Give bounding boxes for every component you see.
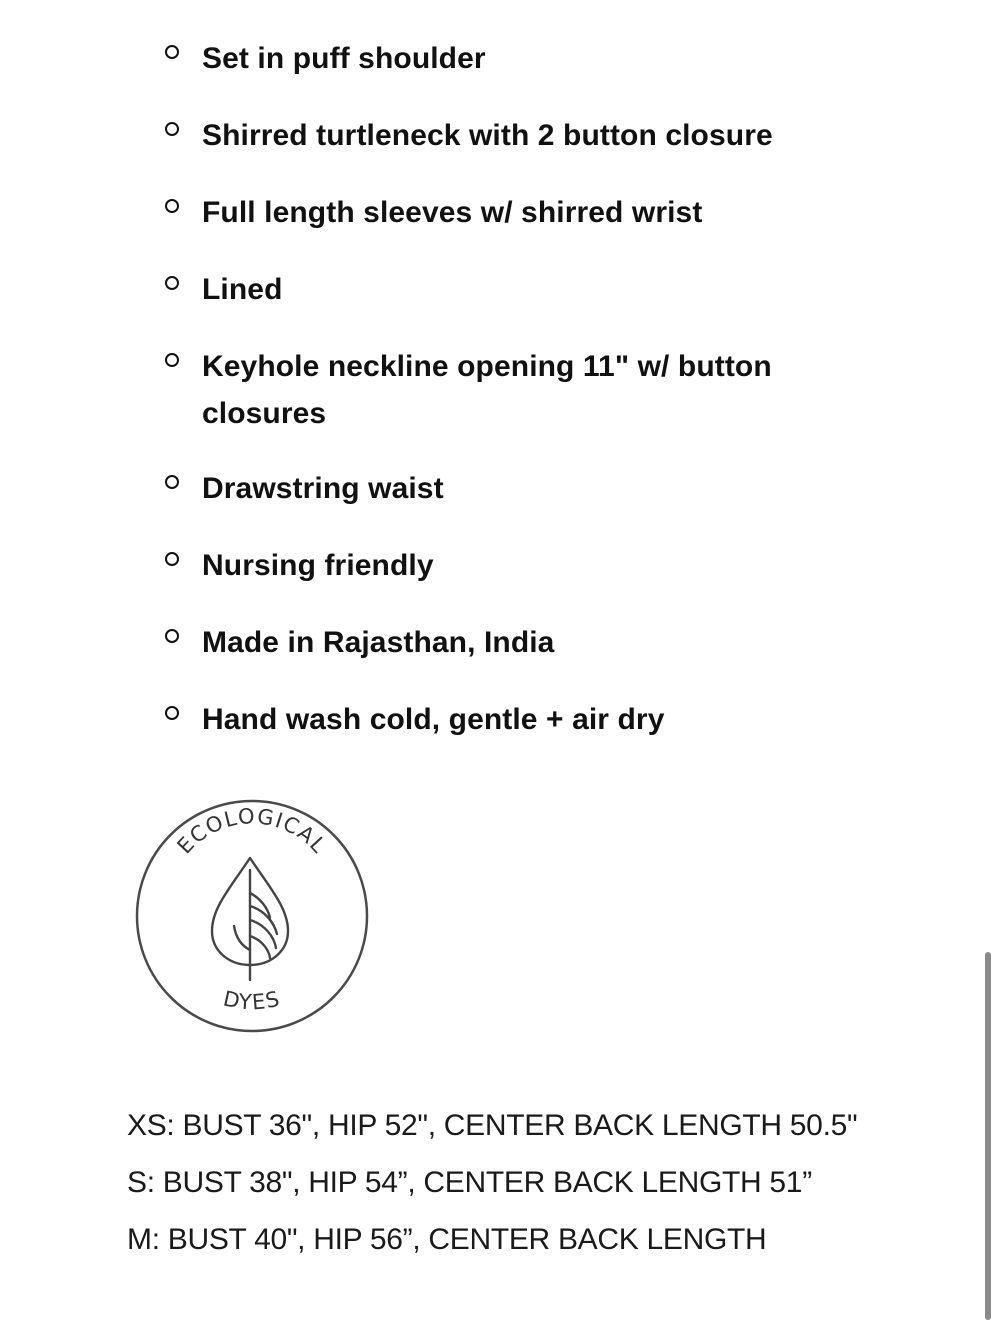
bullet-icon	[165, 276, 179, 290]
ecological-dyes-badge	[132, 798, 372, 1038]
size-line-s: S: BUST 38", HIP 54”, CENTER BACK LENGTH 51”	[127, 1166, 812, 1199]
size-line-xs: XS: BUST 36", HIP 52", CENTER BACK LENGTH 50.5"	[127, 1109, 858, 1142]
bullet-icon	[165, 706, 179, 720]
size-line-m: M: BUST 40", HIP 56”, CENTER BACK LENGTH	[127, 1223, 767, 1256]
feature-item	[160, 112, 840, 159]
feature-item	[160, 542, 840, 589]
feature-item	[160, 619, 840, 666]
badge-bottom-label: DYES	[221, 986, 283, 1015]
size-chart	[127, 1097, 907, 1268]
leaf-icon	[212, 858, 288, 980]
feature-item	[160, 189, 840, 236]
feature-text: Keyhole neckline opening 11" w/ button closures	[202, 350, 772, 430]
feature-text: Shirred turtleneck with 2 button closure	[202, 119, 773, 152]
bullet-icon	[165, 45, 179, 59]
feature-text: Nursing friendly	[202, 549, 434, 582]
feature-item	[160, 266, 840, 313]
scrollbar[interactable]	[985, 952, 991, 1320]
feature-text: Lined	[202, 273, 283, 306]
feature-text: Full length sleeves w/ shirred wrist	[202, 196, 703, 229]
bullet-icon	[165, 475, 179, 489]
feature-text: Made in Rajasthan, India	[202, 626, 555, 659]
feature-item	[160, 696, 840, 743]
feature-text: Drawstring waist	[202, 472, 444, 505]
bullet-icon	[165, 629, 179, 643]
feature-text: Set in puff shoulder	[202, 42, 486, 75]
feature-item	[160, 465, 840, 512]
bullet-icon	[165, 199, 179, 213]
bullet-icon	[165, 122, 179, 136]
badge-top-label: ECOLOGICAL	[172, 804, 332, 859]
bullet-icon	[165, 353, 179, 367]
feature-item	[160, 343, 840, 437]
bullet-icon	[165, 552, 179, 566]
feature-text: Hand wash cold, gentle + air dry	[202, 703, 665, 736]
feature-item	[160, 35, 840, 82]
